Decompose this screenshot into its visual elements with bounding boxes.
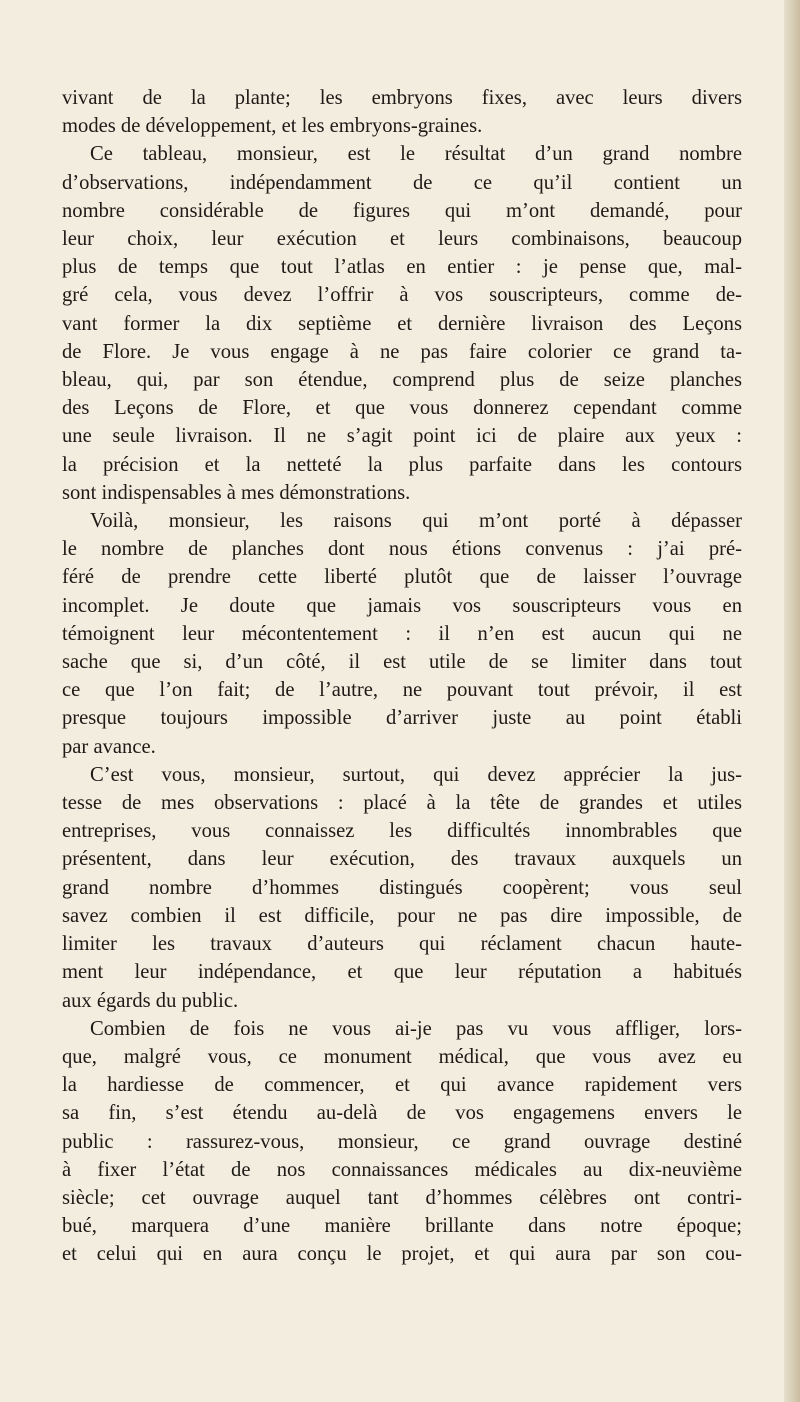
paragraph bbox=[62, 507, 742, 761]
text-line: vivant de la plante; les embryons fixes, avec leurs divers bbox=[62, 87, 742, 109]
text-line: modes de développement, et les embryons-graines. bbox=[62, 115, 483, 138]
text-line: ment leur indépendance, et que leur réputation a habitués bbox=[62, 961, 742, 984]
text-line: à fixer l’état de nos connaissances médicales au dix-neuvième bbox=[62, 1158, 742, 1181]
page-text bbox=[62, 84, 742, 1269]
text-line: sache que si, d’un côté, il est utile de se limiter dans tout bbox=[62, 651, 742, 674]
paragraph bbox=[62, 84, 742, 140]
text-line: bué, marquera d’une manière brillante dans notre époque; bbox=[62, 1215, 742, 1238]
text-line: limiter les travaux d’auteurs qui réclament chacun haute- bbox=[62, 933, 742, 956]
text-line: Voilà, monsieur, les raisons qui m’ont porté à dépasser bbox=[90, 510, 742, 533]
text-line: des Leçons de Flore, et que vous donnerez cependant comme bbox=[62, 397, 742, 420]
text-line: le nombre de planches dont nous étions convenus : j’ai pré- bbox=[62, 538, 742, 561]
text-line: incomplet. Je doute que jamais vos souscripteurs vous en bbox=[62, 594, 742, 617]
text-line: ce que l’on fait; de l’autre, ne pouvant tout prévoir, il est bbox=[62, 679, 742, 702]
text-line: vant former la dix septième et dernière livraison des Leçons bbox=[62, 312, 742, 335]
paragraph bbox=[62, 1015, 742, 1269]
text-line: témoignent leur mécontentement : il n’en est aucun qui ne bbox=[62, 622, 742, 645]
text-line: entreprises, vous connaissez les difficultés innombrables que bbox=[62, 820, 742, 843]
text-line: la précision et la netteté la plus parfaite dans les contours bbox=[62, 453, 742, 476]
text-line: savez combien il est difficile, pour ne pas dire impossible, de bbox=[62, 904, 742, 927]
text-line: Ce tableau, monsieur, est le résultat d’un grand nombre bbox=[90, 143, 742, 166]
text-line: que, malgré vous, ce monument médical, que vous avez eu bbox=[62, 1045, 742, 1068]
text-line: Combien de fois ne vous ai-je pas vu vous affliger, lors- bbox=[90, 1017, 742, 1040]
text-line: public : rassurez-vous, monsieur, ce grand ouvrage destiné bbox=[62, 1130, 742, 1153]
paragraph bbox=[62, 761, 742, 1015]
text-line: presque toujours impossible d’arriver juste au point établi bbox=[62, 707, 742, 730]
text-line: sont indispensables à mes démonstrations. bbox=[62, 481, 411, 504]
text-line: présentent, dans leur exécution, des travaux auxquels un bbox=[62, 848, 742, 871]
text-line: et celui qui en aura conçu le projet, et qui aura par son cou- bbox=[62, 1243, 742, 1266]
text-line: une seule livraison. Il ne s’agit point ici de plaire aux yeux : bbox=[62, 425, 742, 448]
text-line: C’est vous, monsieur, surtout, qui devez apprécier la jus- bbox=[90, 763, 742, 786]
text-line: gré cela, vous devez l’offrir à vos souscripteurs, comme de- bbox=[62, 284, 742, 307]
text-line: sa fin, s’est étendu au-delà de vos engagemens envers le bbox=[62, 1102, 742, 1125]
page-edge bbox=[784, 0, 800, 1402]
text-line: aux égards du public. bbox=[62, 989, 239, 1012]
text-line: la hardiesse de commencer, et qui avance rapidement vers bbox=[62, 1074, 742, 1097]
text-line: grand nombre d’hommes distingués coopèrent; vous seul bbox=[62, 876, 742, 899]
text-line: plus de temps que tout l’atlas en entier : je pense que, mal- bbox=[62, 256, 742, 279]
text-line: leur choix, leur exécution et leurs combinaisons, beaucoup bbox=[62, 228, 742, 251]
text-line: de Flore. Je vous engage à ne pas faire colorier ce grand ta- bbox=[62, 340, 742, 363]
text-line: d’observations, indépendamment de ce qu’il contient un bbox=[62, 171, 742, 194]
text-line: tesse de mes observations : placé à la tête de grandes et utiles bbox=[62, 792, 742, 815]
text-line: siècle; cet ouvrage auquel tant d’hommes célèbres ont contri- bbox=[62, 1186, 742, 1209]
text-line: nombre considérable de figures qui m’ont demandé, pour bbox=[62, 199, 742, 222]
text-line: par avance. bbox=[62, 735, 156, 758]
text-line: bleau, qui, par son étendue, comprend plus de seize planches bbox=[62, 369, 742, 392]
text-line: féré de prendre cette liberté plutôt que de laisser l’ouvrage bbox=[62, 566, 742, 589]
paragraph bbox=[62, 140, 742, 507]
